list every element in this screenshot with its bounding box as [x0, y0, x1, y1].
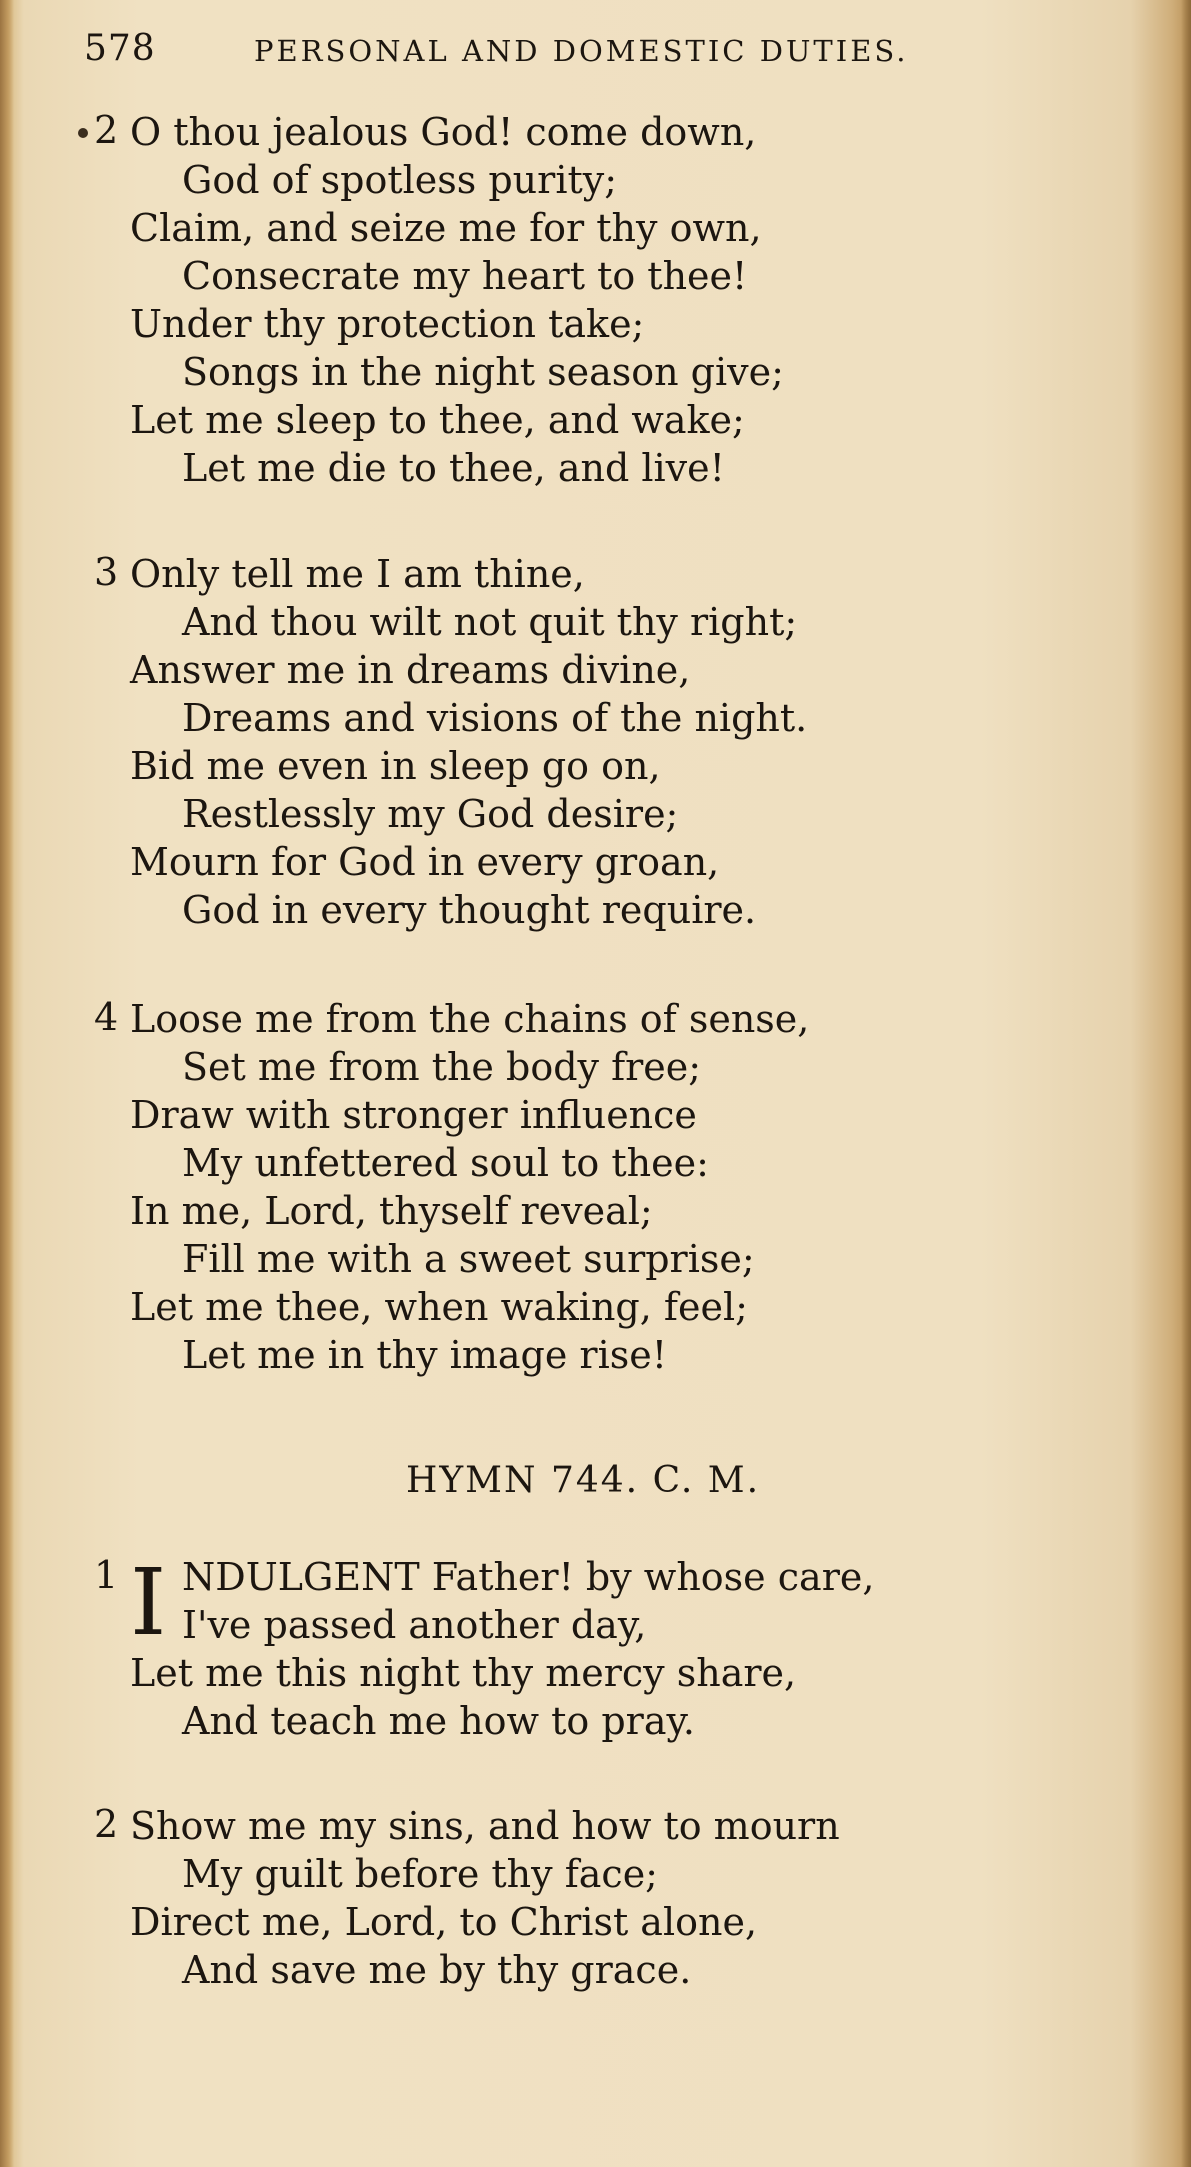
page-binding-edge [0, 0, 14, 2167]
verse-line: In me, Lord, thyself reveal; [130, 1189, 653, 1233]
margin-mark [78, 128, 88, 138]
verse-line: Restlessly my God desire; [182, 792, 679, 836]
verse-line: Dreams and visions of the night. [182, 696, 808, 740]
verse-line: My guilt before thy face; [182, 1852, 658, 1896]
verse-line: My unfettered soul to thee: [182, 1141, 709, 1185]
verse-line: Songs in the night season give; [182, 350, 784, 394]
verse-line: O thou jealous God! come down, [130, 110, 757, 154]
page-number: 578 [84, 28, 156, 69]
stanza-number: 3 [94, 550, 119, 594]
verse-line: Let me die to thee, and live! [182, 446, 725, 490]
hymn-stanza-2 [94, 1802, 1090, 1994]
stanza-number: 1 [94, 1553, 119, 1597]
verse-line: God in every thought require. [182, 888, 757, 932]
verse-line: Fill me with a sweet surprise; [182, 1237, 755, 1281]
stanza-3 [94, 550, 1090, 934]
verse-line: NDULGENT Father! by whose care, [182, 1555, 875, 1599]
verse-line: Claim, and seize me for thy own, [130, 206, 762, 250]
running-title: PERSONAL AND DOMESTIC DUTIES. [254, 34, 909, 68]
verse-line: Mourn for God in every groan, [130, 840, 720, 884]
verse-line: I've passed another day, [182, 1603, 647, 1647]
verse-line: Loose me from the chains of sense, [130, 997, 810, 1041]
verse-line: Let me in thy image rise! [182, 1333, 667, 1377]
verse-line: Direct me, Lord, to Christ alone, [130, 1900, 758, 1944]
verse-line: And teach me how to pray. [182, 1699, 695, 1743]
drop-cap: I [130, 1549, 167, 1656]
verse-line: God of spotless purity; [182, 158, 618, 202]
verse-line: Answer me in dreams divine, [130, 648, 691, 692]
verse-line: Bid me even in sleep go on, [130, 744, 661, 788]
verse-line: Draw with stronger influence [130, 1093, 697, 1137]
hymn-stanza-1 [94, 1549, 1090, 1745]
stanza-number: 2 [94, 1802, 119, 1846]
verse-line: Let me sleep to thee, and wake; [130, 398, 745, 442]
stanza-number: 4 [94, 995, 119, 1039]
hymn-heading: HYMN 744. C. M. [406, 1460, 761, 1501]
verse-line: And save me by thy grace. [182, 1948, 692, 1992]
verse-line: Let me this night thy mercy share, [130, 1651, 797, 1695]
stanza-4 [94, 995, 1090, 1379]
stanza-2-continuation [94, 108, 1090, 492]
verse-line: Consecrate my heart to thee! [182, 254, 748, 298]
verse-line: Show me my sins, and how to mourn [130, 1804, 840, 1848]
verse-line: And thou wilt not quit thy right; [182, 600, 798, 644]
verse-line: Only tell me I am thine, [130, 552, 585, 596]
page-outer-edge [1181, 0, 1191, 2167]
verse-line: Set me from the body free; [182, 1045, 702, 1089]
stanza-number: 2 [94, 108, 119, 152]
verse-line: Let me thee, when waking, feel; [130, 1285, 748, 1329]
verse-line: Under thy protection take; [130, 302, 645, 346]
page-header [84, 28, 1014, 76]
